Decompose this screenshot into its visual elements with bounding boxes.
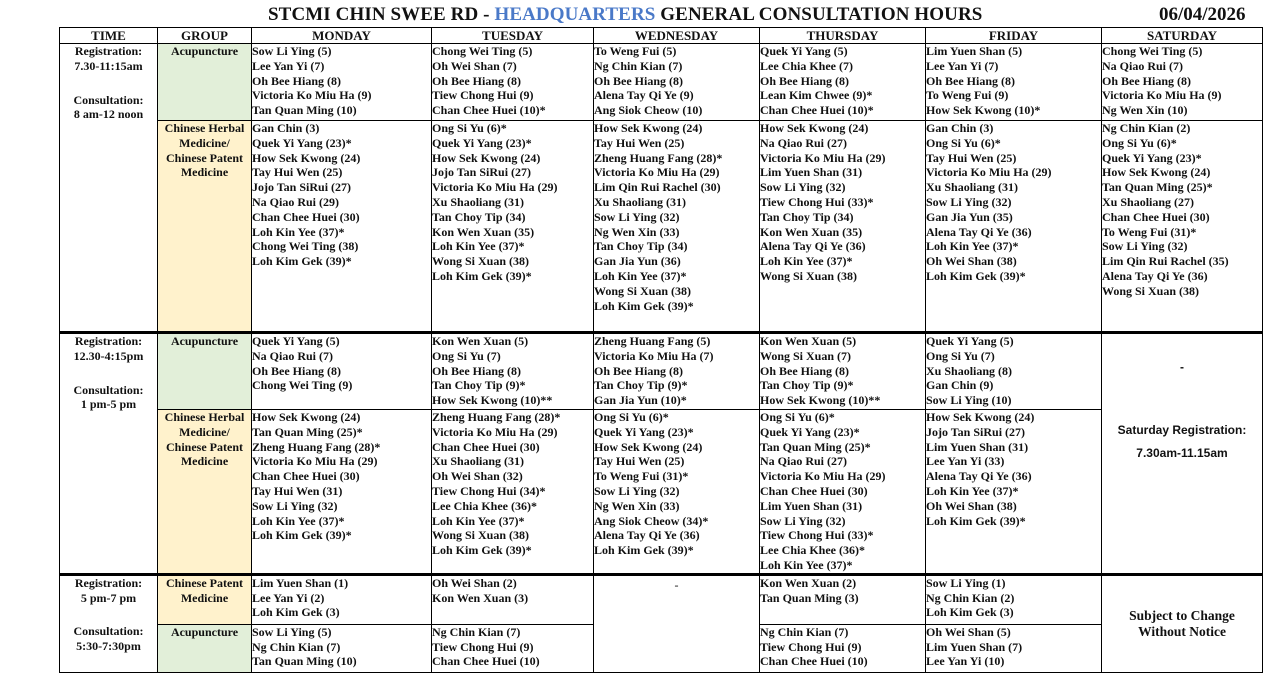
doctor-entry: Tan Quan Ming (3) xyxy=(760,590,859,605)
doctor-entry: Ong Si Yu (7) xyxy=(432,348,501,363)
doctor-entry: Victoria Ko Miu Ha (29) xyxy=(252,454,378,469)
doctor-entry: Victoria Ko Miu Ha (29) xyxy=(926,165,1052,180)
doctor-entry: Kon Wen Xuan (2) xyxy=(760,575,857,590)
doctor-entry: Loh Kin Yee (37)* xyxy=(926,483,1019,498)
doctor-entry: Zheng Huang Fang (5) xyxy=(594,334,711,348)
afternoon-herbal-wednesday xyxy=(594,410,760,575)
group-herbal-label: Chinese Herbal Medicine/ Chinese Patent Medicine xyxy=(164,121,245,180)
doctor-entry: Lee Yan Yi (33) xyxy=(926,454,1005,469)
afternoon-acu-monday xyxy=(252,333,432,410)
afternoon-registration-label: Registration: xyxy=(74,334,143,348)
doctor-entry: Chan Chee Huei (10) xyxy=(432,654,540,669)
col-friday: FRIDAY xyxy=(926,28,1102,44)
doctor-entry: Quek Yi Yang (23)* xyxy=(760,424,860,439)
doctor-entry: Na Qiao Rui (27) xyxy=(760,135,847,150)
evening-consultation-label: Consultation: xyxy=(73,624,144,639)
group-herbal xyxy=(158,121,252,333)
doctor-entry: Lim Yuen Shan (7) xyxy=(926,639,1023,654)
doctor-entry: Ong Si Yu (7) xyxy=(926,348,995,363)
morning-herbal-tuesday xyxy=(432,121,594,333)
doctor-entry: Chong Wei Ting (9) xyxy=(252,378,353,393)
doctor-entry: How Sek Kwong (24) xyxy=(432,150,541,165)
doctor-entry: Loh Kin Yee (37)* xyxy=(252,513,345,528)
afternoon-time-cell xyxy=(60,333,158,575)
doctor-entry: Victoria Ko Miu Ha (29) xyxy=(594,165,720,180)
doctor-entry: Sow Li Ying (5) xyxy=(252,624,332,639)
doctor-entry: Quek Yi Yang (23)* xyxy=(594,424,694,439)
doctor-entry: Chan Chee Huei (30) xyxy=(252,469,360,484)
doctor-entry: Tay Hui Wen (25) xyxy=(926,150,1017,165)
doctor-entry: Quek Yi Yang (5) xyxy=(926,334,1014,348)
doctor-entry: To Weng Fui (9) xyxy=(926,88,1009,103)
evening-time-cell xyxy=(60,574,158,672)
doctor-entry: Victoria Ko Miu Ha (7) xyxy=(594,348,714,363)
doctor-entry: Loh Kim Gek (39)* xyxy=(252,254,352,269)
morning-acu-tuesday xyxy=(432,44,594,121)
doctor-entry: Victoria Ko Miu Ha (29) xyxy=(432,424,558,439)
doctor-entry: Loh Kim Gek (39)* xyxy=(432,543,532,558)
doctor-entry: Tiew Chong Hui (9) xyxy=(432,88,534,103)
doctor-entry: Ong Si Yu (6)* xyxy=(1102,135,1177,150)
afternoon-acu-friday xyxy=(926,333,1102,410)
doctor-entry: To Weng Fui (31)* xyxy=(1102,224,1197,239)
doctor-entry: Gan Jia Yun (36) xyxy=(594,254,681,269)
schedule-date: 06/04/2026 xyxy=(1159,4,1246,25)
doctor-entry: Lim Yuen Shan (31) xyxy=(926,439,1029,454)
doctor-entry: Alena Tay Qi Ye (9) xyxy=(594,88,694,103)
col-tuesday: TUESDAY xyxy=(432,28,594,44)
doctor-entry: Ong Si Yu (6)* xyxy=(760,410,835,424)
doctor-entry: To Weng Fui (31)* xyxy=(594,469,689,484)
doctor-entry: Ng Chin Kian (7) xyxy=(432,624,521,639)
afternoon-herbal-row xyxy=(60,410,1263,575)
doctor-entry: Gan Jia Yun (10)* xyxy=(594,393,687,408)
doctor-entry: Lee Chia Khee (7) xyxy=(760,58,853,73)
doctor-entry: Loh Kim Gek (3) xyxy=(252,605,340,620)
saturday-evening-note xyxy=(1102,574,1263,672)
doctor-entry: Oh Bee Hiang (8) xyxy=(252,363,341,378)
doctor-entry: Lee Chia Khee (36)* xyxy=(760,543,865,558)
morning-acu-saturday xyxy=(1102,44,1263,121)
doctor-entry: Zheng Huang Fang (28)* xyxy=(594,150,723,165)
doctor-entry: Ong Si Yu (6)* xyxy=(432,121,507,135)
doctor-entry: Wong Si Xuan (38) xyxy=(594,283,692,298)
doctor-entry: How Sek Kwong (24) xyxy=(926,410,1035,424)
doctor-entry: Tan Choy Tip (9)* xyxy=(594,378,688,393)
doctor-entry: Wong Si Xuan (38) xyxy=(1102,283,1200,298)
doctor-entry: Quek Yi Yang (5) xyxy=(252,334,340,348)
doctor-entry: Ng Chin Kian (7) xyxy=(594,58,683,73)
evening-patent-row xyxy=(60,574,1263,624)
doctor-entry: Oh Bee Hiang (8) xyxy=(594,363,683,378)
doctor-entry: Lee Yan Yi (7) xyxy=(252,58,325,73)
doctor-entry: Na Qiao Rui (7) xyxy=(252,348,333,363)
doctor-entry: Kon Wen Xuan (5) xyxy=(760,334,857,348)
afternoon-acupuncture-row xyxy=(60,333,1263,410)
saturday-registration-label: Saturday Registration: xyxy=(1117,422,1247,437)
doctor-entry: Tan Choy Tip (34) xyxy=(432,209,526,224)
group-patent: Chinese Patent Medicine xyxy=(158,574,252,624)
doctor-entry: Loh Kin Yee (37)* xyxy=(594,268,687,283)
doctor-entry: Loh Kin Yee (37)* xyxy=(432,239,525,254)
doctor-entry: Na Qiao Rui (27) xyxy=(760,454,847,469)
doctor-entry: Tiew Chong Hui (33)* xyxy=(760,528,874,543)
doctor-entry: Zheng Huang Fang (28)* xyxy=(432,410,561,424)
doctor-entry: Kon Wen Xuan (35) xyxy=(432,224,535,239)
afternoon-acu-thursday xyxy=(760,333,926,410)
doctor-entry: Ang Siok Cheow (34)* xyxy=(594,513,709,528)
consultation-schedule-table xyxy=(59,27,1263,673)
doctor-entry: Gan Chin (3) xyxy=(926,121,994,135)
doctor-entry: Sow Li Ying (10) xyxy=(926,393,1012,408)
doctor-entry: Loh Kim Gek (39)* xyxy=(252,528,352,543)
doctor-entry: Ang Siok Cheow (10) xyxy=(594,103,703,118)
doctor-entry: Sow Li Ying (1) xyxy=(926,575,1006,590)
doctor-entry: Victoria Ko Miu Ha (29) xyxy=(760,469,886,484)
doctor-entry: Oh Bee Hiang (8) xyxy=(594,73,683,88)
morning-herbal-monday xyxy=(252,121,432,333)
doctor-entry: Ong Si Yu (6)* xyxy=(926,135,1001,150)
doctor-entry: Tay Hui Wen (25) xyxy=(594,454,685,469)
doctor-entry: Quek Yi Yang (23)* xyxy=(252,135,352,150)
morning-registration-time: 7.30-11:15am xyxy=(74,58,143,73)
doctor-entry: Ng Chin Kian (2) xyxy=(1102,121,1191,135)
doctor-entry: Chan Chee Huei (10) xyxy=(760,654,868,669)
doctor-entry: Wong Si Xuan (38) xyxy=(432,528,530,543)
doctor-entry: Gan Chin (9) xyxy=(926,378,994,393)
doctor-entry: Jojo Tan SiRui (27) xyxy=(252,180,352,195)
afternoon-herbal-monday xyxy=(252,410,432,575)
doctor-entry: Zheng Huang Fang (28)* xyxy=(252,439,381,454)
doctor-entry: Oh Wei Shan (5) xyxy=(926,624,1011,639)
doctor-entry: Sow Li Ying (32) xyxy=(926,194,1012,209)
saturday-registration-time: 7.30am-11.15am xyxy=(1136,445,1228,460)
doctor-entry: Wong Si Xuan (38) xyxy=(760,268,858,283)
evening-registration-label: Registration: xyxy=(74,575,143,590)
evening-patent-friday xyxy=(926,574,1102,624)
morning-herbal-wednesday xyxy=(594,121,760,333)
doctor-entry: Tan Choy Tip (9)* xyxy=(432,378,526,393)
doctor-entry: Lim Yuen Shan (1) xyxy=(252,575,349,590)
afternoon-herbal-thursday xyxy=(760,410,926,575)
doctor-entry: Lee Yan Yi (10) xyxy=(926,654,1005,669)
doctor-entry: Tan Choy Tip (34) xyxy=(760,209,854,224)
group-acupuncture: Acupuncture xyxy=(158,333,252,410)
morning-acu-monday xyxy=(252,44,432,121)
afternoon-consultation-label: Consultation: xyxy=(73,382,144,397)
group-herbal xyxy=(158,410,252,575)
doctor-entry: Tiew Chong Hui (34)* xyxy=(432,483,546,498)
doctor-entry: Oh Wei Shan (38) xyxy=(926,254,1017,269)
doctor-entry: Victoria Ko Miu Ha (9) xyxy=(252,88,372,103)
doctor-entry: Xu Shaoliang (31) xyxy=(594,194,687,209)
doctor-entry: Tay Hui Wen (31) xyxy=(252,483,343,498)
doctor-entry: Oh Bee Hiang (8) xyxy=(760,363,849,378)
doctor-entry: Quek Yi Yang (23)* xyxy=(432,135,532,150)
group-acupuncture: Acupuncture xyxy=(158,624,252,672)
morning-herbal-thursday xyxy=(760,121,926,333)
afternoon-acu-wednesday xyxy=(594,333,760,410)
doctor-entry: How Sek Kwong (24) xyxy=(760,121,869,135)
saturday-afternoon-dash: - xyxy=(1180,360,1184,374)
doctor-entry: Ng Chin Kian (7) xyxy=(760,624,849,639)
doctor-entry: Tay Hui Wen (25) xyxy=(252,165,343,180)
doctor-entry: Oh Wei Shan (2) xyxy=(432,575,517,590)
group-acupuncture: Acupuncture xyxy=(158,44,252,121)
doctor-entry: Oh Wei Shan (7) xyxy=(432,58,517,73)
evening-acu-thursday xyxy=(760,624,926,672)
doctor-entry: How Sek Kwong (10)** xyxy=(760,393,881,408)
doctor-entry: Tiew Chong Hui (9) xyxy=(760,639,862,654)
doctor-entry: Sow Li Ying (5) xyxy=(252,44,332,58)
doctor-entry: Na Qiao Rui (7) xyxy=(1102,58,1183,73)
doctor-entry: Tan Choy Tip (9)* xyxy=(760,378,854,393)
doctor-entry: Loh Kim Gek (39)* xyxy=(432,268,532,283)
afternoon-acu-tuesday xyxy=(432,333,594,410)
doctor-entry: Ng Wen Xin (33) xyxy=(594,224,680,239)
doctor-entry: Tan Quan Ming (25)* xyxy=(1102,180,1213,195)
doctor-entry: Jojo Tan SiRui (27) xyxy=(432,165,532,180)
header-row xyxy=(60,28,1263,44)
doctor-entry: Loh Kim Gek (39)* xyxy=(926,513,1026,528)
evening-acu-monday xyxy=(252,624,432,672)
doctor-entry: Sow Li Ying (32) xyxy=(760,180,846,195)
doctor-entry: Chong Wei Ting (38) xyxy=(252,239,359,254)
morning-acupuncture-row xyxy=(60,44,1263,121)
doctor-entry: Alena Tay Qi Ye (36) xyxy=(594,528,700,543)
doctor-entry: Tan Quan Ming (10) xyxy=(252,103,357,118)
doctor-entry: Quek Yi Yang (23)* xyxy=(1102,150,1202,165)
doctor-entry: Oh Bee Hiang (8) xyxy=(926,73,1015,88)
title-suffix: GENERAL CONSULTATION HOURS xyxy=(655,4,983,25)
doctor-entry: Lee Yan Yi (7) xyxy=(926,58,999,73)
doctor-entry: Wong Si Xuan (7) xyxy=(760,348,852,363)
evening-patent-thursday xyxy=(760,574,926,624)
doctor-entry: Lim Yuen Shan (31) xyxy=(760,165,863,180)
doctor-entry: Lim Qin Rui Rachel (35) xyxy=(1102,254,1229,269)
morning-herbal-friday xyxy=(926,121,1102,333)
col-group: GROUP xyxy=(158,28,252,44)
doctor-entry: Oh Bee Hiang (8) xyxy=(252,73,341,88)
doctor-entry: Tan Quan Ming (25)* xyxy=(760,439,871,454)
doctor-entry: Tiew Chong Hui (9) xyxy=(432,639,534,654)
doctor-entry: Loh Kin Yee (37)* xyxy=(926,239,1019,254)
doctor-entry: How Sek Kwong (10)** xyxy=(432,393,553,408)
doctor-entry: Loh Kin Yee (37)* xyxy=(252,224,345,239)
doctor-entry: How Sek Kwong (10)* xyxy=(926,103,1041,118)
doctor-entry: Tan Choy Tip (34) xyxy=(594,239,688,254)
doctor-entry: Victoria Ko Miu Ha (29) xyxy=(760,150,886,165)
col-monday: MONDAY xyxy=(252,28,432,44)
page-title xyxy=(268,4,982,26)
doctor-entry: Gan Jia Yun (35) xyxy=(926,209,1013,224)
doctor-entry: Tay Hui Wen (25) xyxy=(594,135,685,150)
col-wednesday: WEDNESDAY xyxy=(594,28,760,44)
afternoon-herbal-tuesday xyxy=(432,410,594,575)
doctor-entry: Victoria Ko Miu Ha (29) xyxy=(432,180,558,195)
doctor-entry: Chan Chee Huei (30) xyxy=(1102,209,1210,224)
doctor-entry: Chan Chee Huei (30) xyxy=(252,209,360,224)
doctor-entry: Loh Kim Gek (39)* xyxy=(594,298,694,313)
doctor-entry: Alena Tay Qi Ye (36) xyxy=(760,239,866,254)
col-time: TIME xyxy=(60,28,158,44)
doctor-entry: How Sek Kwong (24) xyxy=(594,439,703,454)
doctor-entry: Loh Kin Yee (37)* xyxy=(432,513,525,528)
doctor-entry: Loh Kim Gek (39)* xyxy=(926,268,1026,283)
doctor-entry: Sow Li Ying (32) xyxy=(1102,239,1188,254)
doctor-entry: Gan Chin (3) xyxy=(252,121,320,135)
morning-acu-wednesday xyxy=(594,44,760,121)
doctor-entry: Chan Chee Huei (30) xyxy=(432,439,540,454)
doctor-entry: Oh Bee Hiang (8) xyxy=(432,363,521,378)
doctor-entry: Oh Bee Hiang (8) xyxy=(760,73,849,88)
doctor-entry: Oh Bee Hiang (8) xyxy=(1102,73,1191,88)
doctor-entry: Jojo Tan SiRui (27) xyxy=(926,424,1026,439)
doctor-entry: Ng Chin Kian (7) xyxy=(252,639,341,654)
doctor-entry: Chan Chee Huei (30) xyxy=(760,483,868,498)
doctor-entry: Lim Yuen Shan (5) xyxy=(926,44,1023,58)
afternoon-consultation-time: 1 pm-5 pm xyxy=(80,397,137,412)
morning-acu-thursday xyxy=(760,44,926,121)
title-prefix: STCMI CHIN SWEE RD - xyxy=(268,4,495,25)
doctor-entry: Chan Chee Huei (10)* xyxy=(760,103,874,118)
doctor-entry: Lim Qin Rui Rachel (30) xyxy=(594,180,721,195)
doctor-entry: Ng Wen Xin (33) xyxy=(594,498,680,513)
doctor-entry: Sow Li Ying (32) xyxy=(594,483,680,498)
schedule-header xyxy=(0,4,1276,26)
doctor-entry: Alena Tay Qi Ye (36) xyxy=(926,224,1032,239)
morning-herbal-row xyxy=(60,121,1263,333)
doctor-entry: Lim Yuen Shan (31) xyxy=(760,498,863,513)
evening-consultation-time: 5:30-7:30pm xyxy=(76,639,141,654)
doctor-entry: How Sek Kwong (24) xyxy=(594,121,703,135)
doctor-entry: Loh Kin Yee (37)* xyxy=(760,557,853,572)
doctor-entry: Xu Shaoliang (8) xyxy=(926,363,1013,378)
doctor-entry: Kon Wen Xuan (3) xyxy=(432,590,529,605)
doctor-entry: Xu Shaoliang (31) xyxy=(432,194,525,209)
evening-acu-friday xyxy=(926,624,1102,672)
doctor-entry: Tiew Chong Hui (33)* xyxy=(760,194,874,209)
evening-patent-tuesday xyxy=(432,574,594,624)
doctor-entry: How Sek Kwong (24) xyxy=(252,150,361,165)
doctor-entry: How Sek Kwong (24) xyxy=(1102,165,1211,180)
col-thursday: THURSDAY xyxy=(760,28,926,44)
evening-acu-tuesday xyxy=(432,624,594,672)
doctor-entry: Quek Yi Yang (5) xyxy=(760,44,848,58)
doctor-entry: Alena Tay Qi Ye (36) xyxy=(926,469,1032,484)
doctor-entry: Sow Li Ying (32) xyxy=(594,209,680,224)
doctor-entry: Chong Wei Ting (5) xyxy=(432,44,533,58)
morning-time-cell xyxy=(60,44,158,333)
morning-consultation-label: Consultation: xyxy=(73,92,144,107)
doctor-entry: Oh Wei Shan (38) xyxy=(926,498,1017,513)
doctor-entry: Sow Li Ying (32) xyxy=(760,513,846,528)
doctor-entry: Loh Kim Gek (39)* xyxy=(594,543,694,558)
doctor-entry: Sow Li Ying (32) xyxy=(252,498,338,513)
doctor-entry: Xu Shaoliang (31) xyxy=(926,180,1019,195)
afternoon-herbal-friday xyxy=(926,410,1102,575)
doctor-entry: Kon Wen Xuan (35) xyxy=(760,224,863,239)
doctor-entry: Ng Chin Kian (2) xyxy=(926,590,1015,605)
doctor-entry: Wong Si Xuan (38) xyxy=(432,254,530,269)
doctor-entry: Loh Kim Gek (3) xyxy=(926,605,1014,620)
col-saturday: SATURDAY xyxy=(1102,28,1263,44)
doctor-entry: Lee Yan Yi (2) xyxy=(252,590,325,605)
doctor-entry: Loh Kin Yee (37)* xyxy=(760,254,853,269)
evening-registration-time: 5 pm-7 pm xyxy=(80,590,137,605)
doctor-entry: Ong Si Yu (6)* xyxy=(594,410,669,424)
morning-registration-label: Registration: xyxy=(74,44,143,58)
doctor-entry: To Weng Fui (5) xyxy=(594,44,677,58)
afternoon-registration-time: 12.30-4:15pm xyxy=(73,348,144,363)
doctor-entry: Oh Wei Shan (32) xyxy=(432,469,523,484)
doctor-entry: Victoria Ko Miu Ha (9) xyxy=(1102,88,1222,103)
morning-consultation-time: 8 am-12 noon xyxy=(73,107,144,122)
doctor-entry: Xu Shaoliang (31) xyxy=(432,454,525,469)
doctor-entry: How Sek Kwong (24) xyxy=(252,410,361,424)
doctor-entry: Chan Chee Huei (10)* xyxy=(432,103,546,118)
group-herbal-label: Chinese Herbal Medicine/ Chinese Patent Medicine xyxy=(164,410,245,469)
doctor-entry: Lean Kim Chwee (9)* xyxy=(760,88,873,103)
doctor-entry: Chong Wei Ting (5) xyxy=(1102,44,1203,58)
title-headquarters: HEADQUARTERS xyxy=(494,4,656,25)
morning-acu-friday xyxy=(926,44,1102,121)
doctor-entry: Kon Wen Xuan (5) xyxy=(432,334,529,348)
doctor-entry: Xu Shaoliang (27) xyxy=(1102,194,1195,209)
doctor-entry: Lee Chia Khee (36)* xyxy=(432,498,537,513)
evening-wednesday-cell xyxy=(594,574,760,672)
evening-patent-monday xyxy=(252,574,432,624)
subject-to-change-note: Subject to Change Without Notice xyxy=(1129,607,1235,639)
doctor-entry: Na Qiao Rui (29) xyxy=(252,194,339,209)
doctor-entry: Ng Wen Xin (10) xyxy=(1102,103,1188,118)
doctor-entry: Tan Quan Ming (25)* xyxy=(252,424,363,439)
doctor-entry: Oh Bee Hiang (8) xyxy=(432,73,521,88)
doctor-entry: Tan Quan Ming (10) xyxy=(252,654,357,669)
doctor-entry: Alena Tay Qi Ye (36) xyxy=(1102,268,1208,283)
morning-herbal-saturday xyxy=(1102,121,1263,333)
evening-wednesday-dash: - xyxy=(674,577,679,592)
saturday-afternoon-cell xyxy=(1102,333,1263,575)
